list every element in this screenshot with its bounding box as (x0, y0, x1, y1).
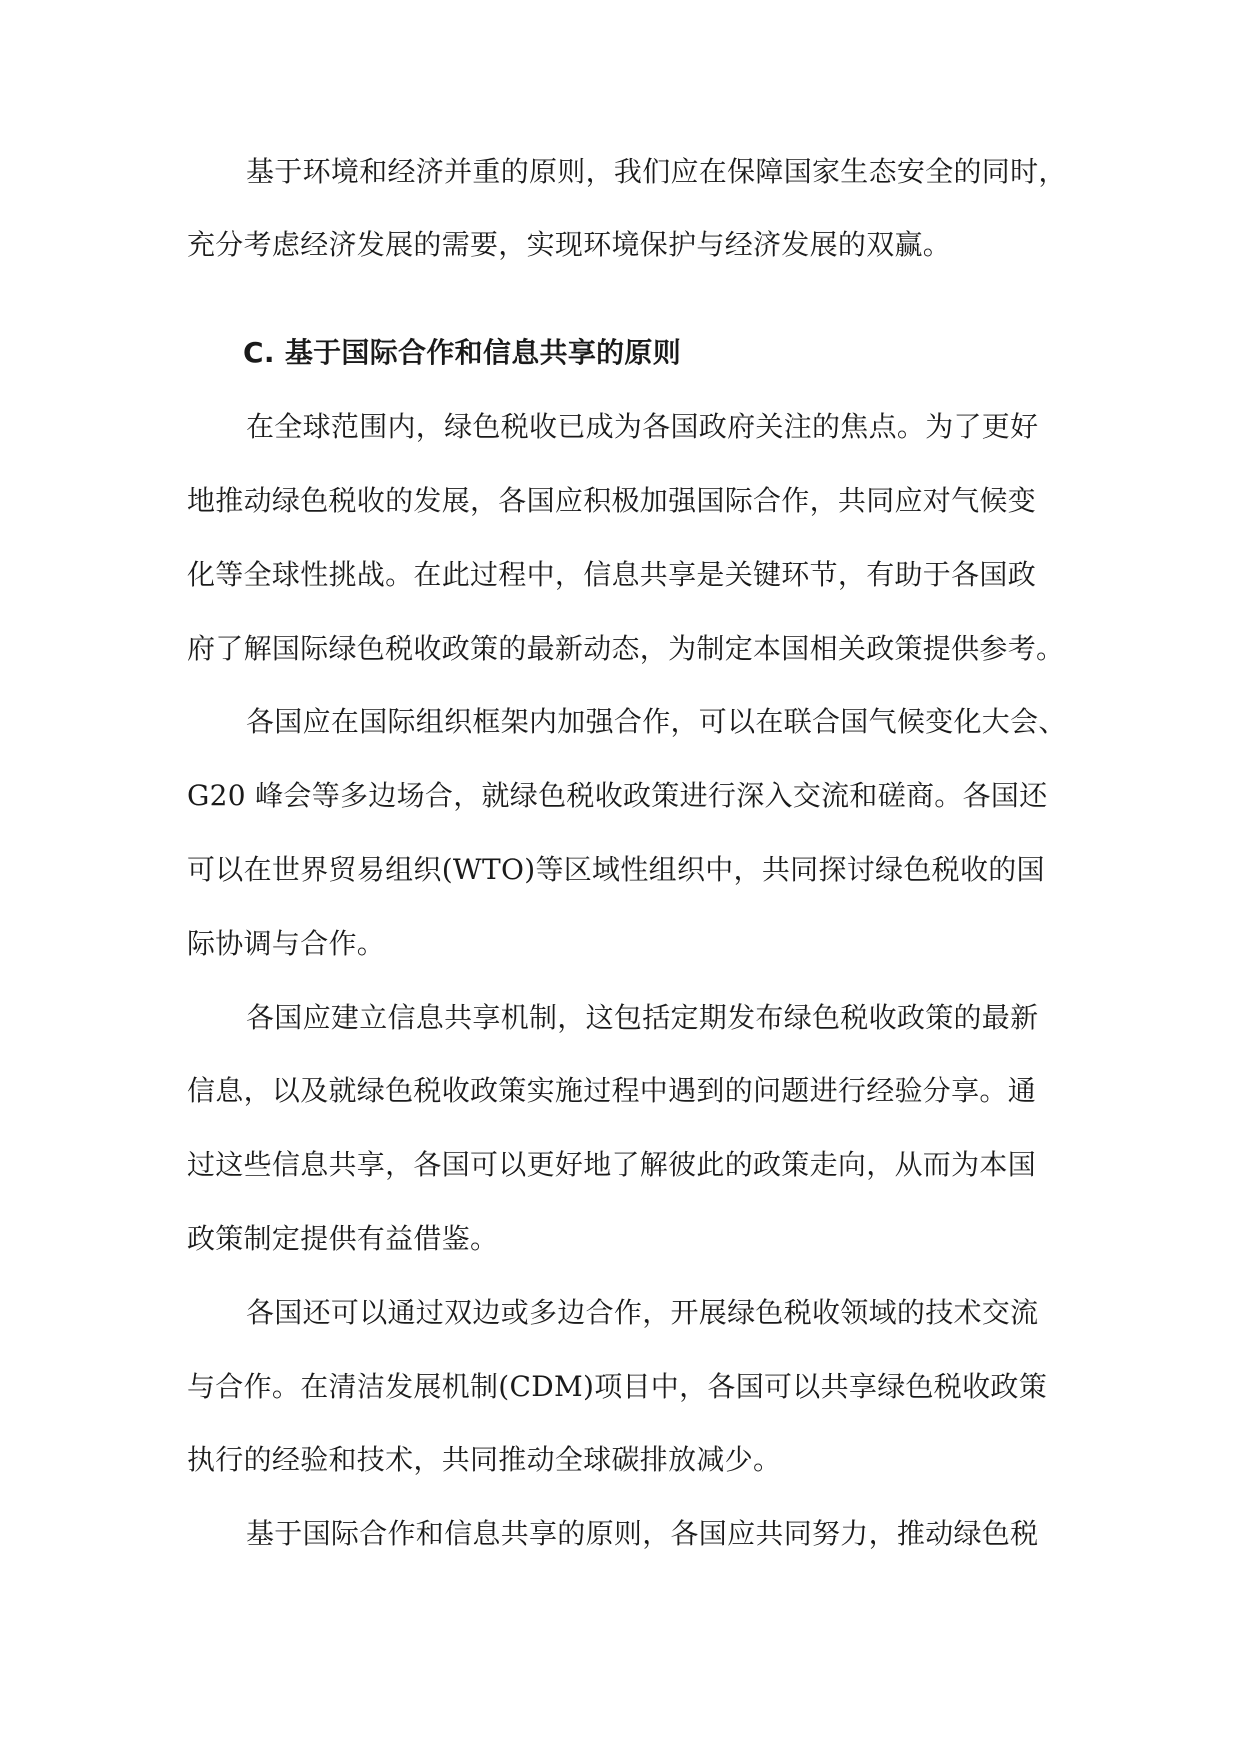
paragraph-line: 充分考虑经济发展的需要，实现环境保护与经济发展的双赢。 (187, 228, 952, 261)
paragraph-line: 政策制定提供有益借鉴。 (187, 1222, 499, 1255)
paragraph-line: 基于环境和经济并重的原则，我们应在保障国家生态安全的同时， (246, 155, 1067, 188)
paragraph-line: 各国应建立信息共享机制，这包括定期发布绿色税收政策的最新 (246, 1001, 1039, 1034)
paragraph-line: 各国应在国际组织框架内加强合作，可以在联合国气候变化大会、 (246, 705, 1067, 738)
paragraph-line: 与合作。在清洁发展机制(CDM)项目中，各国可以共享绿色税收政策 (187, 1370, 1047, 1403)
paragraph-line: 际协调与合作。 (187, 927, 386, 960)
section-heading: C. 基于国际合作和信息共享的原则 (243, 336, 682, 369)
paragraph-line: 基于国际合作和信息共享的原则，各国应共同努力，推动绿色税 (246, 1517, 1039, 1550)
paragraph-line: 化等全球性挑战。在此过程中，信息共享是关键环节，有助于各国政 (187, 558, 1037, 591)
paragraph-line: 信息，以及就绿色税收政策实施过程中遇到的问题进行经验分享。通 (187, 1074, 1037, 1107)
paragraph-line: 各国还可以通过双边或多边合作，开展绿色税收领域的技术交流 (246, 1296, 1039, 1329)
paragraph-line: 执行的经验和技术，共同推动全球碳排放减少。 (187, 1443, 782, 1476)
paragraph-line: 过这些信息共享，各国可以更好地了解彼此的政策走向，从而为本国 (187, 1148, 1037, 1181)
paragraph-line: 府了解国际绿色税收政策的最新动态，为制定本国相关政策提供参考。 (187, 632, 1065, 665)
paragraph-line: 可以在世界贸易组织(WTO)等区域性组织中，共同探讨绿色税收的国 (187, 853, 1045, 886)
paragraph-line: G20 峰会等多边场合，就绿色税收政策进行深入交流和磋商。各国还 (187, 779, 1048, 812)
paragraph-line: 地推动绿色税收的发展，各国应积极加强国际合作，共同应对气候变 (187, 484, 1037, 517)
paragraph-line: 在全球范围内，绿色税收已成为各国政府关注的焦点。为了更好 (246, 410, 1039, 443)
